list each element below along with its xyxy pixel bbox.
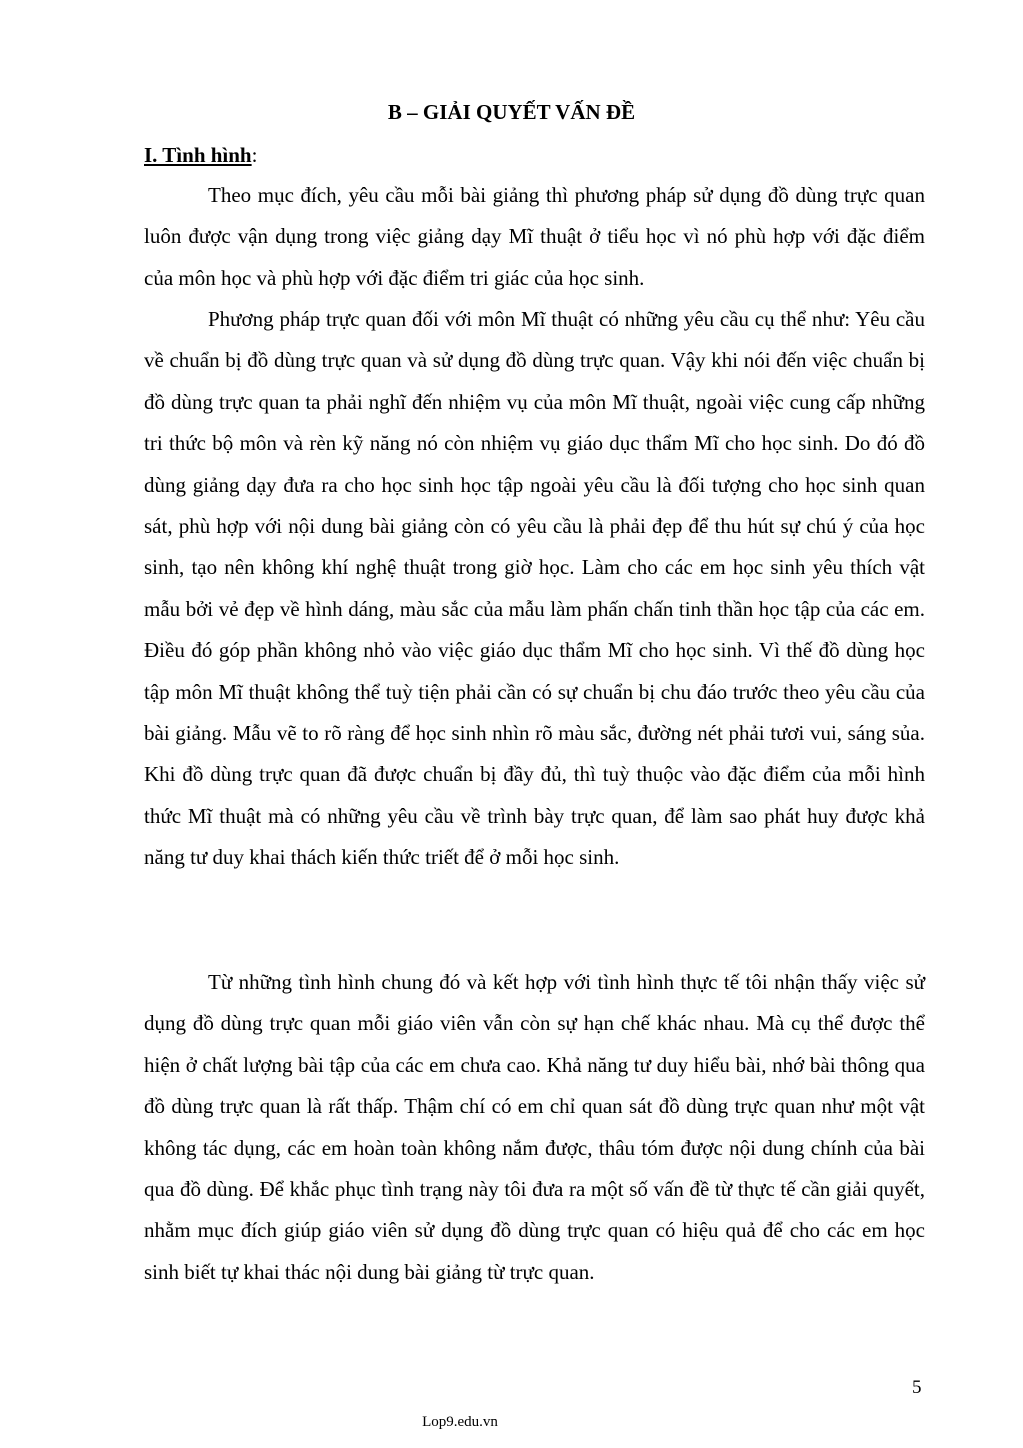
- footer-source: Lop9.edu.vn: [422, 1414, 498, 1430]
- paragraph-text: Từ những tình hình chung đó và kết hợp với tình hình thực tế tôi nhận thấy việc sử dụng đồ dùng trực quan mỗi giáo viên vẫn còn sự hạn chế khác nhau. Mà cụ thể được thể hiện ở chất lượng bài tập của các em chưa cao. Khả năng tư duy hiểu bài, nhớ bài thông qua đồ dùng trực quan là rất thấp. Thậm chí có em chỉ quan sát đồ dùng trực quan như một vật không tác dụng, các em hoàn toàn không nắm được, thâu tóm được nội dung chính của bài qua đồ dùng. Để khắc phục tình trạng này tôi đưa ra một số vấn đề từ thực tế cần giải quyết, nhằm mục đích giúp giáo viên sử dụng đồ dùng trực quan có hiệu quả để cho các em học sinh biết tự khai thác nội dung bài giảng từ trực quan.: [144, 970, 925, 1284]
- paragraph-3: [144, 962, 925, 1293]
- section-title-text: I. Tình hình: [144, 143, 252, 167]
- section-title-colon: :: [251, 143, 258, 167]
- paragraph-text: Theo mục đích, yêu cầu mỗi bài giảng thì phương pháp sử dụng đồ dùng trực quan luôn được vận dụng trong việc giảng dạy Mĩ thuật ở tiểu học vì nó phù hợp với đặc điểm của môn học và phù hợp với đặc điểm tri giác của học sinh.: [144, 183, 925, 290]
- chapter-heading: B – GIẢI QUYẾT VẤN ĐỀ: [387, 100, 636, 124]
- page-number: 5: [912, 1377, 922, 1398]
- paragraph-2: [144, 299, 925, 879]
- paragraph-1: [144, 175, 925, 299]
- paragraph-text: Phương pháp trực quan đối với môn Mĩ thuật có những yêu cầu cụ thể như: Yêu cầu về chuẩn bị đồ dùng trực quan và sử dụng đồ dùng trực quan. Vậy khi nói đến việc chuẩn bị đồ dùng trực quan ta phải nghĩ đến nhiệm vụ của môn Mĩ thuật, ngoài việc cung cấp những tri thức bộ môn và rèn kỹ năng nó còn nhiệm vụ giáo dục thẩm Mĩ cho học sinh. Do đó đồ dùng giảng dạy đưa ra cho học sinh học tập ngoài yêu cầu là đối tượng cho học sinh quan sát, phù hợp với nội dung bài giảng còn có yêu cầu là phải đẹp để thu hút sự chú ý của học sinh, tạo nên không khí nghệ thuật trong giờ học. Làm cho các em học sinh yêu thích vật mẫu bởi vẻ đẹp về hình dáng, màu sắc của mẫu làm phấn chấn tinh thần học tập của các em. Điều đó góp phần không nhỏ vào việc giáo dục thẩm Mĩ cho học sinh. Vì thế đồ dùng học tập môn Mĩ thuật không thể tuỳ tiện phải cần có sự chuẩn bị chu đáo trước theo yêu cầu của bài giảng. Mẫu vẽ to rõ ràng để học sinh nhìn rõ màu sắc, đường nét phải tươi vui, sáng sủa. Khi đồ dùng trực quan đã được chuẩn bị đầy đủ, thì tuỳ thuộc vào đặc điểm của mỗi hình thức Mĩ thuật mà có những yêu cầu về trình bày trực quan, để làm sao phát huy được khả năng tư duy khai thách kiến thức triết để ở mỗi học sinh.: [144, 307, 925, 870]
- section-title: [144, 140, 257, 170]
